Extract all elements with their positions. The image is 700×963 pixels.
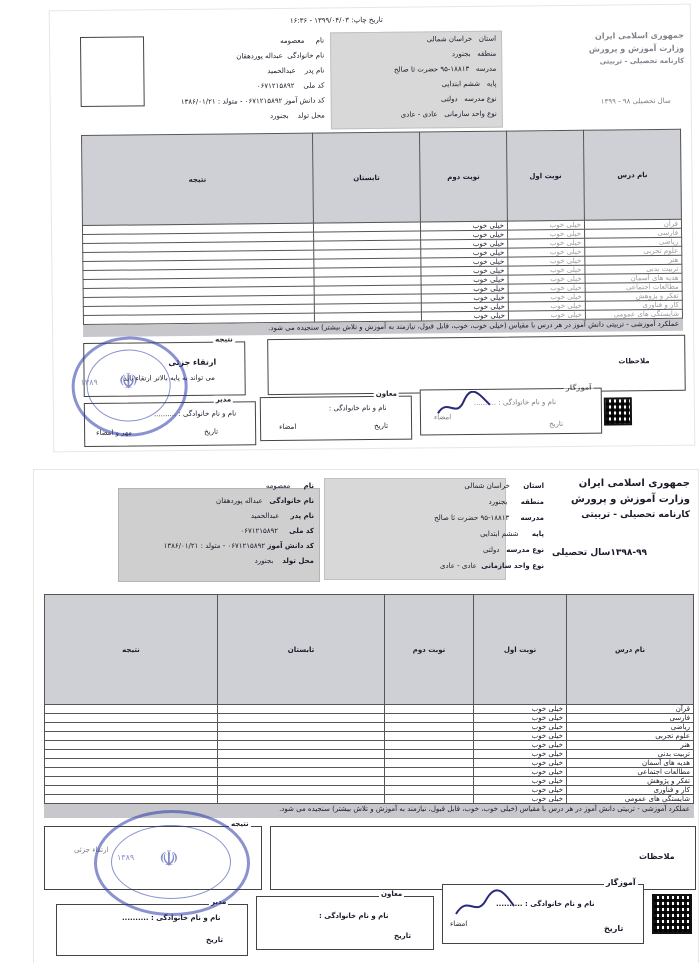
assessment-note: عملکرد آموزشی - تربیتی دانش آموز در هر درس با مقیاس (خیلی خوب، خوب، قابل قبول، نیازمند به آموزش و تلاش بیشتر) سنجیده می شود.	[83, 319, 683, 337]
col-header: نتیجه	[82, 133, 314, 225]
info-value: عادی - عادی	[400, 110, 438, 119]
table-row	[45, 723, 694, 732]
teacher-signature	[452, 888, 518, 922]
info-value: عبدالحمید	[250, 512, 280, 520]
school-year: سال تحصیلی ۹۸ - ۱۳۹۹	[600, 96, 671, 106]
principal-name: نام و نام خانوادگی : ..........	[153, 409, 237, 419]
result-label: نتیجه	[231, 820, 249, 828]
col-header: نوبت دوم	[385, 595, 474, 705]
subject-cell: هدیه های آسمان	[585, 273, 682, 283]
info-label: مدرسه	[520, 514, 544, 522]
grade-cell: خیلی خوب	[508, 256, 585, 266]
header-block	[588, 30, 685, 66]
info-value: بجنورد	[488, 498, 508, 506]
principal-date: تاریخ	[206, 936, 223, 944]
info-label: نوع مدرسه	[506, 546, 544, 554]
subject-cell: علوم تجربی	[567, 732, 694, 741]
info-label: پایه	[531, 530, 544, 538]
grade-cell: خیلی خوب	[474, 768, 567, 777]
info-label: نام خانوادگی	[287, 51, 325, 60]
col-header: نوبت اول	[506, 130, 584, 221]
subject-cell: تفکر و پژوهش	[567, 777, 694, 786]
info-value: ۱۸۸۱۳-۹۵ حضرت ثا صالح	[434, 514, 510, 522]
subject-cell: تفکر و پژوهش	[585, 291, 682, 301]
grade-cell: خیلی خوب	[421, 266, 508, 276]
student-info	[148, 36, 325, 128]
header-line: کارنامه تحصیلی - تربیتی	[599, 56, 685, 66]
grade-cell: خیلی خوب	[421, 284, 508, 294]
subject-cell: مطالعات اجتماعی	[585, 282, 682, 292]
info-label: محل تولد	[282, 557, 314, 565]
teacher-name: نام و نام خانوادگی : ..........	[473, 398, 557, 407]
info-value: بجنورد	[254, 557, 274, 565]
student-info	[124, 482, 314, 572]
table-row	[45, 786, 694, 795]
stamp-year: ۱۳۸۹	[117, 853, 135, 862]
subject-cell: فارسی	[567, 714, 694, 723]
grade-cell: خیلی خوب	[420, 221, 507, 231]
grade-cell: خیلی خوب	[508, 292, 585, 302]
grade-cell: خیلی خوب	[508, 265, 585, 275]
info-label: کد ملی	[289, 527, 314, 535]
deputy-sign: امضاء	[279, 422, 297, 431]
info-value: دولتی	[482, 546, 500, 554]
grade-cell: خیلی خوب	[421, 293, 508, 303]
principal-date: تاریخ	[204, 427, 219, 436]
report-card-bottom	[34, 470, 698, 963]
subject-cell: کار و فناوری	[567, 786, 694, 795]
deputy-box	[256, 896, 434, 950]
info-value: ۰۶۷۱۲۱۵۸۹۲ - متولد : ۱۳۸۶/۰۱/۲۱	[180, 96, 283, 106]
grade-cell: خیلی خوب	[421, 257, 508, 267]
school-info	[330, 482, 544, 578]
grade-cell: خیلی خوب	[508, 283, 585, 293]
info-label: منطقه	[520, 498, 544, 506]
deputy-name: نام و نام خانوادگی :	[328, 403, 387, 413]
remarks-label: ملاحظات	[618, 357, 650, 366]
grade-cell: خیلی خوب	[508, 247, 585, 257]
grade-cell: خیلی خوب	[474, 777, 567, 786]
grade-cell: خیلی خوب	[421, 230, 508, 240]
assessment-note: عملکرد آموزشی - تربیتی دانش آموز در هر درس با مقیاس (خیلی خوب، خوب، قابل قبول، نیازمند به آموزش و تلاش بیشتر) سنجیده می شود.	[44, 804, 694, 818]
info-value: خراسان شمالی	[464, 482, 510, 490]
info-label: کد ملی	[303, 81, 325, 90]
teacher-sign: امضاء	[450, 920, 468, 928]
info-label: نام	[303, 482, 314, 490]
info-label: پایه	[486, 79, 497, 88]
table-row	[45, 714, 694, 723]
info-label: منطقه	[477, 49, 497, 58]
table-row	[45, 741, 694, 750]
info-value: ۱۸۸۱۳-۹۵ حضرت ثا صالح	[393, 64, 470, 74]
table-row	[45, 759, 694, 768]
subject-cell: قرآن	[567, 705, 694, 714]
subject-cell: ریاضی	[585, 237, 682, 247]
subject-cell: تربیت بدنی	[585, 264, 682, 274]
info-value: ۰۶۷۱۲۱۵۸۹۲ - متولد : ۱۳۸۶/۰۱/۲۱	[163, 542, 266, 550]
grade-cell: خیلی خوب	[421, 311, 508, 321]
result-text: ارتقاء جزئی	[74, 846, 109, 854]
grade-cell: خیلی خوب	[508, 301, 585, 311]
grade-cell: خیلی خوب	[508, 274, 585, 284]
subject-cell: هدیه های آسمان	[567, 759, 694, 768]
info-label: نام خانوادگی	[269, 497, 314, 505]
table-row	[45, 777, 694, 786]
teacher-sign: امضاء	[433, 413, 452, 422]
subject-cell: شایستگی های عمومی	[567, 795, 694, 804]
grade-cell: خیلی خوب	[508, 238, 585, 248]
teacher-name: نام و نام خانوادگی : ..........	[496, 900, 595, 908]
teacher-date: تاریخ	[549, 420, 564, 429]
info-label: نوع واحد سازمانی	[444, 109, 497, 119]
info-value: دولتی	[440, 95, 458, 104]
subject-cell: قرآن	[584, 219, 681, 229]
subject-cell: شایستگی های عمومی	[585, 309, 682, 319]
col-header: نوبت دوم	[419, 131, 507, 222]
grade-cell: خیلی خوب	[421, 275, 508, 285]
teacher-signature	[434, 391, 494, 422]
info-label: نام	[315, 36, 325, 45]
table-header-row	[45, 595, 694, 705]
result-label: نتیجه	[215, 335, 233, 344]
stamp-year: ۱۳۸۹	[80, 377, 98, 388]
col-header: نوبت اول	[474, 595, 567, 705]
qr-code-icon	[652, 894, 692, 934]
info-value: ششم ابتدایی	[441, 79, 481, 89]
deputy-name: نام و نام خانوادگی :	[319, 912, 389, 920]
info-value: بجنورد	[451, 49, 471, 59]
deputy-date: تاریخ	[394, 932, 411, 940]
principal-label: مدیر	[211, 898, 227, 906]
col-header: نتیجه	[45, 595, 218, 705]
grade-cell: خیلی خوب	[474, 705, 567, 714]
subject-cell: هنر	[585, 255, 682, 265]
header-line: جمهوری اسلامی ایران	[578, 478, 690, 489]
report-card-top	[50, 5, 695, 452]
header-line: وزارت آموزش و پرورش	[588, 43, 685, 54]
qr-code-icon	[604, 397, 632, 425]
info-label: کد دانش آموز	[267, 542, 314, 550]
subject-cell: علوم تجربی	[585, 246, 682, 256]
info-value: ششم ابتدایی	[480, 530, 519, 538]
info-label: استان	[523, 482, 544, 490]
info-value: بجنورد	[269, 111, 289, 121]
principal-label: مدیر	[215, 395, 232, 404]
header-line: جمهوری اسلامی ایران	[594, 30, 685, 41]
info-label: نام پدر	[304, 66, 325, 75]
info-value: عبداله پوردهقان	[236, 51, 283, 61]
table-header-row	[82, 129, 682, 225]
info-value: معصومه	[265, 482, 291, 490]
info-label: استان	[478, 34, 497, 43]
principal-seal: مهر و امضاء	[96, 428, 133, 437]
grade-cell: خیلی خوب	[421, 302, 508, 312]
col-header: تابستان	[218, 595, 385, 705]
subject-cell: هنر	[567, 741, 694, 750]
info-label: محل تولد	[297, 111, 325, 120]
info-value: ۰۶۷۱۲۱۵۸۹۲	[256, 81, 295, 91]
subject-cell: فارسی	[585, 228, 682, 238]
subject-cell: ریاضی	[567, 723, 694, 732]
print-date: تاریخ چاپ: ۱۳۹۹/۰۴/۰۳ - ۱۶:۳۶	[289, 15, 383, 25]
info-value: ۰۶۷۱۲۱۵۸۹۲	[240, 527, 279, 535]
grade-cell: خیلی خوب	[421, 248, 508, 258]
subject-cell: کار و فناوری	[585, 300, 682, 310]
grade-cell: خیلی خوب	[474, 795, 567, 804]
table-row	[45, 705, 694, 714]
subject-cell: مطالعات اجتماعی	[567, 768, 694, 777]
grade-cell: خیلی خوب	[507, 220, 584, 230]
teacher-label: آموزگار	[565, 383, 592, 392]
school-year: ۱۳۹۸-۹۹سال تحصیلی	[552, 548, 648, 558]
deputy-box	[260, 396, 412, 442]
info-label: کد دانش آموز	[284, 96, 325, 105]
deputy-label: معاون	[381, 890, 403, 898]
info-value: عبداله پوردهقان	[216, 497, 263, 505]
school-stamp-icon: ☫ ۱۳۸۹	[94, 810, 250, 916]
info-value: خراسان شمالی	[426, 34, 473, 44]
col-header: نام درس	[583, 129, 681, 220]
grades-table	[44, 594, 694, 804]
grade-cell: خیلی خوب	[421, 239, 508, 249]
table-row	[45, 768, 694, 777]
deputy-date: تاریخ	[374, 421, 389, 430]
principal-name: نام و نام خانوادگی : ..........	[122, 914, 221, 922]
info-value: عبدالحمید	[267, 66, 296, 76]
photo-box	[80, 36, 145, 107]
deputy-label: معاون	[375, 389, 398, 398]
info-value: معصومه	[280, 36, 305, 45]
col-header: نام درس	[567, 595, 694, 705]
grade-cell: خیلی خوب	[474, 750, 567, 759]
subject-cell: تربیت بدنی	[567, 750, 694, 759]
grade-cell: خیلی خوب	[474, 741, 567, 750]
grade-cell: خیلی خوب	[474, 759, 567, 768]
table-row	[45, 795, 694, 804]
grade-cell: خیلی خوب	[474, 714, 567, 723]
grade-cell: خیلی خوب	[474, 723, 567, 732]
remarks-label: ملاحظات	[639, 852, 675, 861]
table-row	[45, 750, 694, 759]
header-line: وزارت آموزش و پرورش	[570, 494, 690, 505]
info-label: مدرسه	[475, 64, 497, 73]
info-label: نوع مدرسه	[464, 94, 497, 104]
grade-cell: خیلی خوب	[474, 732, 567, 741]
info-label: نوع واحد سازمانی	[481, 562, 544, 570]
info-label: نام پدر	[290, 512, 314, 520]
grade-cell: خیلی خوب	[474, 786, 567, 795]
teacher-date: تاریخ	[604, 924, 624, 933]
grades-table	[81, 129, 683, 325]
info-value: عادی - عادی	[440, 562, 477, 570]
school-info	[336, 35, 497, 127]
grade-cell: خیلی خوب	[508, 229, 585, 239]
header-block	[550, 478, 690, 520]
school-stamp-icon: ☫ ۱۳۸۹	[71, 336, 188, 437]
col-header: تابستان	[313, 132, 421, 223]
result-text: ارتقاء جزئی	[168, 357, 217, 368]
result-subtext: می تواند به پایه بالاتر ارتقاء یابد	[123, 373, 215, 383]
header-line: کارنامه تحصیلی - تربیتی	[581, 510, 690, 520]
teacher-label: آموزگار	[606, 878, 636, 887]
table-row	[45, 732, 694, 741]
grade-cell: خیلی خوب	[508, 310, 585, 320]
